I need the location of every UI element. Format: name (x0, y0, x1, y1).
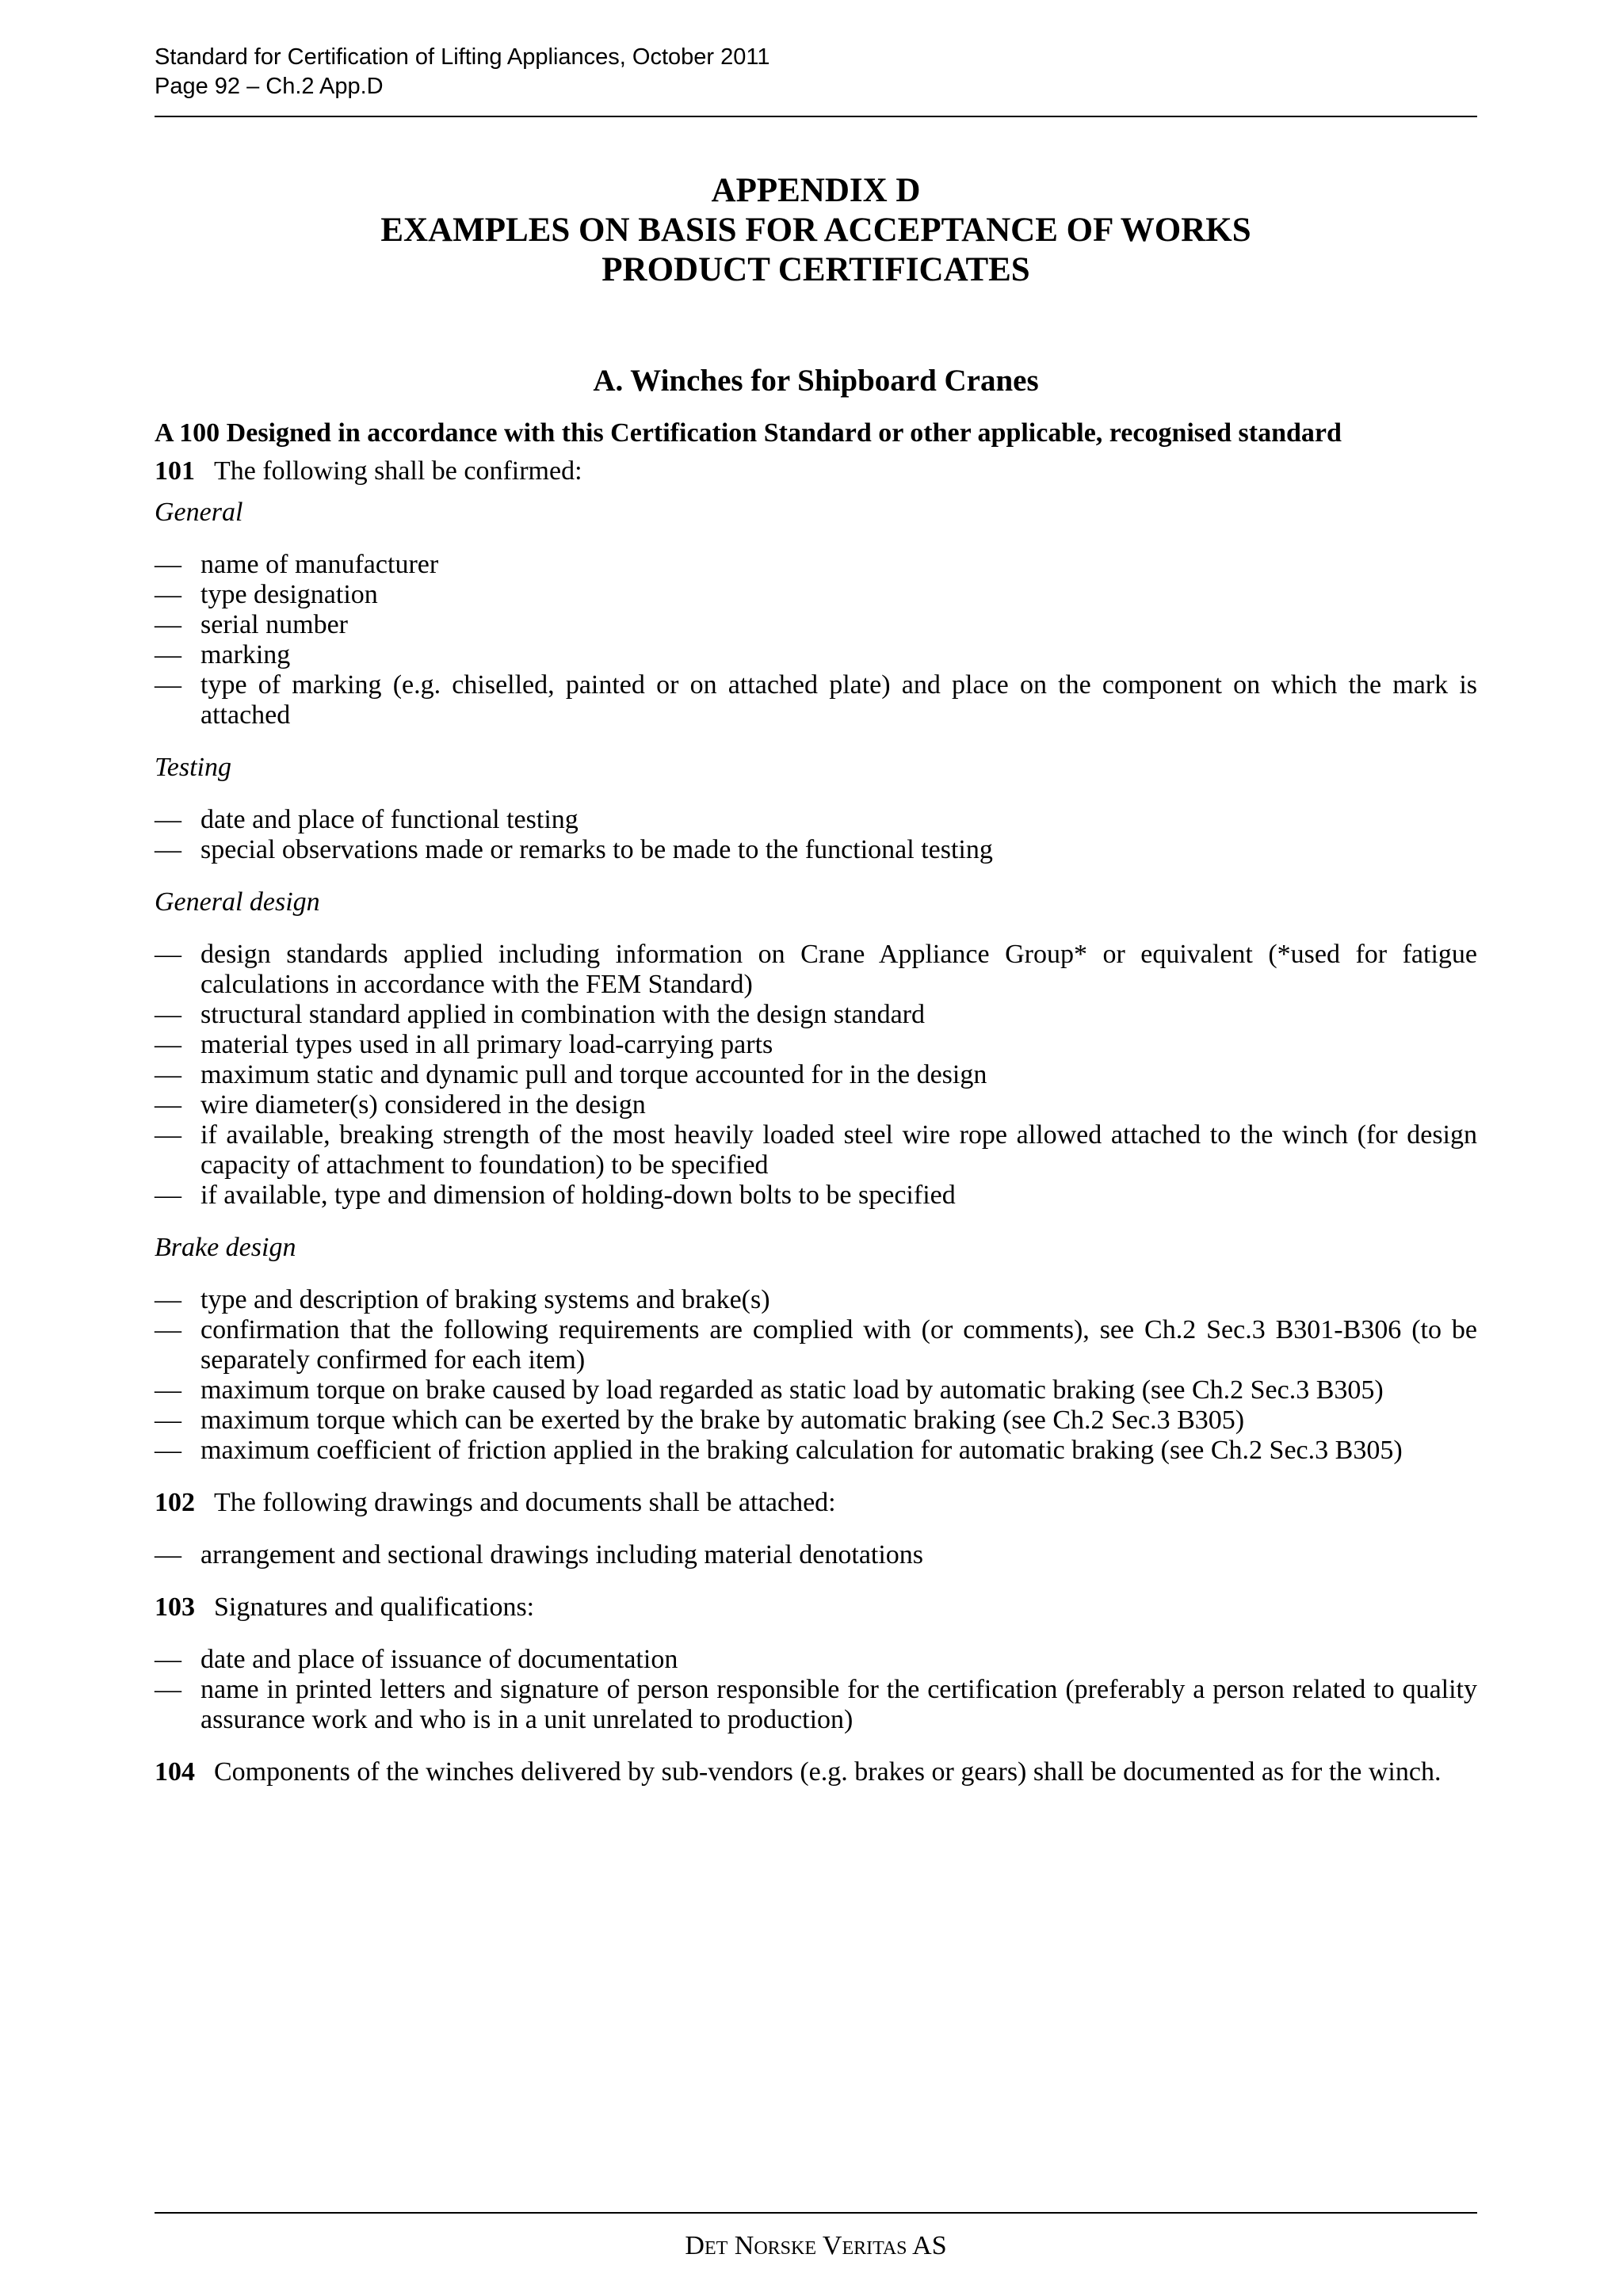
list-item: — arrangement and sectional drawings including material denotations (155, 1540, 1477, 1570)
list-item: — name in printed letters and signature of person responsible for the certification (preferably a person related to quality assurance work and who is in a unit unrelated to production) (155, 1675, 1477, 1735)
paragraph-number: 102 (155, 1488, 195, 1517)
list-signatures (155, 1645, 1477, 1735)
list-brake-design (155, 1285, 1477, 1466)
paragraph-101 (155, 456, 1477, 486)
header-page-reference: Page 92 – Ch.2 App.D (155, 74, 384, 99)
list-item: — type and description of braking systems and brake(s) (155, 1285, 1477, 1315)
list-drawings (155, 1540, 1477, 1570)
list-general (155, 550, 1477, 730)
list-item: — type designation (155, 580, 1477, 610)
list-item: — date and place of functional testing (155, 805, 1477, 835)
paragraph-103 (155, 1592, 1477, 1623)
paragraph-text: Signatures and qualifications: (214, 1592, 535, 1622)
appendix-title-line2: EXAMPLES ON BASIS FOR ACCEPTANCE OF WORKS (380, 212, 1251, 249)
list-item: — serial number (155, 610, 1477, 640)
list-item: — maximum torque on brake caused by load regarded as static load by automatic braking (see Ch.2 Sec.3 B305) (155, 1375, 1477, 1405)
subsection-heading: A 100 Designed in accordance with this Certification Standard or other applicable, recognised standard (155, 418, 1342, 448)
page-header (155, 43, 769, 101)
document-body (155, 418, 1477, 1798)
list-item: — special observations made or remarks to be made to the functional testing (155, 835, 1477, 865)
list-item: — wire diameter(s) considered in the design (155, 1090, 1477, 1120)
list-item: — marking (155, 640, 1477, 670)
paragraph-text: The following shall be confirmed: (214, 456, 582, 486)
list-testing (155, 805, 1477, 865)
appendix-title-line1: APPENDIX D (711, 172, 921, 209)
list-item: — maximum static and dynamic pull and torque accounted for in the design (155, 1060, 1477, 1090)
list-item: — structural standard applied in combination with the design standard (155, 1000, 1477, 1030)
footer-divider (155, 2212, 1477, 2214)
header-divider (155, 116, 1477, 117)
subheading-general-design: General design (155, 887, 320, 917)
list-item: — design standards applied including information on Crane Appliance Group* or equivalent (*used for fatigue calculations in accordance with the FEM Standard) (155, 940, 1477, 1000)
subheading-testing: Testing (155, 753, 232, 782)
page-footer: Det Norske Veritas AS (685, 2231, 947, 2260)
paragraph-102 (155, 1488, 1477, 1518)
list-item: — date and place of issuance of documentation (155, 1645, 1477, 1675)
paragraph-text: Components of the winches delivered by sub-vendors (e.g. brakes or gears) shall be documented as for the winch. (214, 1757, 1442, 1787)
list-item: — if available, breaking strength of the most heavily loaded steel wire rope allowed attached to the winch (for design capacity of attachment to foundation) to be specified (155, 1120, 1477, 1180)
section-title: A. Winches for Shipboard Cranes (593, 364, 1039, 398)
appendix-title-line3: PRODUCT CERTIFICATES (601, 251, 1030, 288)
header-document-title: Standard for Certification of Lifting Appliances, October 2011 (155, 44, 770, 70)
paragraph-text: The following drawings and documents shall be attached: (214, 1488, 836, 1517)
subheading-brake-design: Brake design (155, 1233, 296, 1262)
list-item: — maximum torque which can be exerted by the brake by automatic braking (see Ch.2 Sec.3 B305) (155, 1405, 1477, 1436)
list-item: — name of manufacturer (155, 550, 1477, 580)
list-item: — maximum coefficient of friction applied in the braking calculation for automatic braking (see Ch.2 Sec.3 B305) (155, 1436, 1477, 1466)
paragraph-number: 104 (155, 1757, 195, 1787)
appendix-title (155, 171, 1477, 290)
list-item: — material types used in all primary load-carrying parts (155, 1030, 1477, 1060)
list-item: — confirmation that the following requirements are complied with (or comments), see Ch.2 Sec.3 B301-B306 (to be separately confirmed for each item) (155, 1315, 1477, 1375)
list-general-design (155, 940, 1477, 1211)
paragraph-number: 101 (155, 456, 195, 486)
paragraph-104 (155, 1757, 1477, 1787)
subheading-general: General (155, 498, 243, 527)
list-item: — if available, type and dimension of holding-down bolts to be specified (155, 1180, 1477, 1211)
list-item: — type of marking (e.g. chiselled, painted or on attached plate) and place on the component on which the mark is attached (155, 670, 1477, 730)
paragraph-number: 103 (155, 1592, 195, 1622)
